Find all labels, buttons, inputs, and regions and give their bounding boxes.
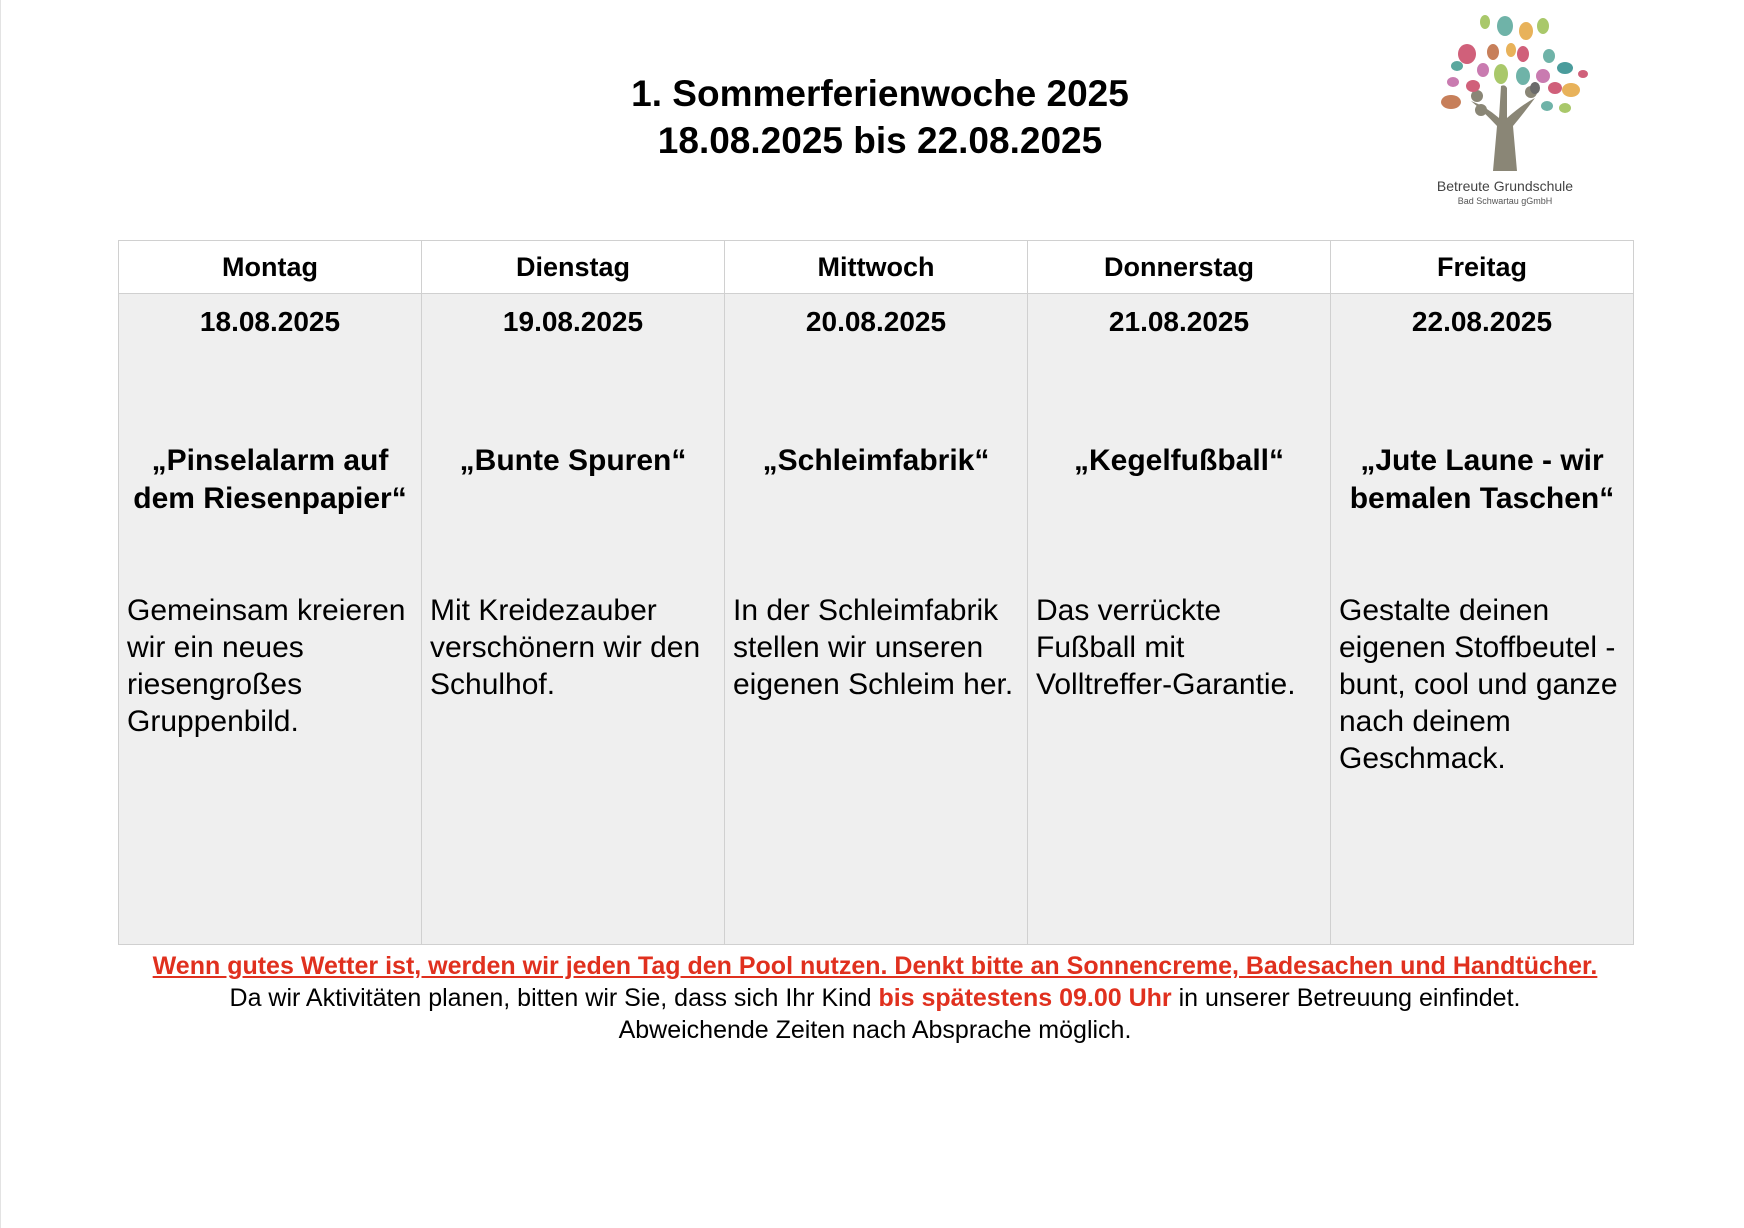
tree-logo-icon bbox=[1423, 6, 1588, 176]
day-date: 19.08.2025 bbox=[502, 306, 644, 337]
activity-title: „Jute Laune - wir bemalen Taschen“ bbox=[1349, 444, 1615, 515]
pool-note: Wenn gutes Wetter ist, werden wir jeden Tag den Pool nutzen. Denkt bitte an Sonnencreme, Badesachen und Handtücher. bbox=[152, 952, 1598, 980]
page-title bbox=[520, 70, 1240, 164]
day-cell-monday bbox=[119, 294, 422, 945]
weekday-header: Donnerstag bbox=[1028, 241, 1331, 294]
day-cell-wednesday bbox=[725, 294, 1028, 945]
activity-description: Das verrückte Fußball mit Volltreffer-Garantie. bbox=[1036, 594, 1296, 701]
day-date: 21.08.2025 bbox=[1108, 306, 1250, 337]
arrival-note-start: Da wir Aktivitäten planen, bitten wir Sie, dass sich Ihr Kind bbox=[229, 984, 879, 1012]
weekday-header: Mittwoch bbox=[725, 241, 1028, 294]
day-date: 18.08.2025 bbox=[199, 306, 341, 337]
activity-description: Mit Kreidezauber verschönern wir den Schulhof. bbox=[430, 594, 701, 701]
weekday-header: Freitag bbox=[1331, 241, 1634, 294]
title-line-dates: 18.08.2025 bis 22.08.2025 bbox=[657, 120, 1103, 161]
day-cell-friday bbox=[1331, 294, 1634, 945]
logo-subtitle: Bad Schwartau gGmbH bbox=[1457, 196, 1553, 206]
arrival-note bbox=[150, 982, 1600, 1014]
arrival-deadline: bis spätestens 09.00 Uhr bbox=[878, 984, 1172, 1012]
activity-description: Gestalte deinen eigenen Stoffbeutel - bunt, cool und ganze nach deinem Geschmack. bbox=[1339, 594, 1618, 775]
logo-name: Betreute Grundschule bbox=[1436, 178, 1574, 194]
activity-title: „Schleimfabrik“ bbox=[762, 444, 990, 477]
weekday-header: Montag bbox=[119, 241, 422, 294]
activity-description: In der Schleimfabrik stellen wir unseren eigenen Schleim her. bbox=[733, 594, 1014, 701]
activity-title: „Pinselalarm auf dem Riesenpapier“ bbox=[133, 444, 407, 515]
page-left-edge bbox=[0, 0, 1, 1228]
day-cell-tuesday bbox=[422, 294, 725, 945]
footer-notes bbox=[150, 950, 1600, 1046]
activity-row bbox=[119, 294, 1634, 945]
activity-title: „Kegelfußball“ bbox=[1073, 444, 1284, 477]
organization-logo bbox=[1405, 6, 1605, 211]
day-date: 22.08.2025 bbox=[1411, 306, 1553, 337]
weekday-header-row bbox=[119, 241, 1634, 294]
activity-title: „Bunte Spuren“ bbox=[459, 444, 687, 477]
deviation-note: Abweichende Zeiten nach Absprache möglich. bbox=[618, 1016, 1132, 1044]
arrival-note-end: in unserer Betreuung einfindet. bbox=[1171, 984, 1521, 1012]
title-line-week: 1. Sommerferienwoche 2025 bbox=[631, 73, 1129, 114]
activity-description: Gemeinsam kreieren wir ein neues riesengroßes Gruppenbild. bbox=[127, 594, 406, 738]
day-cell-thursday bbox=[1028, 294, 1331, 945]
weekly-schedule-table bbox=[118, 240, 1634, 945]
day-date: 20.08.2025 bbox=[805, 306, 947, 337]
weekday-header: Dienstag bbox=[422, 241, 725, 294]
